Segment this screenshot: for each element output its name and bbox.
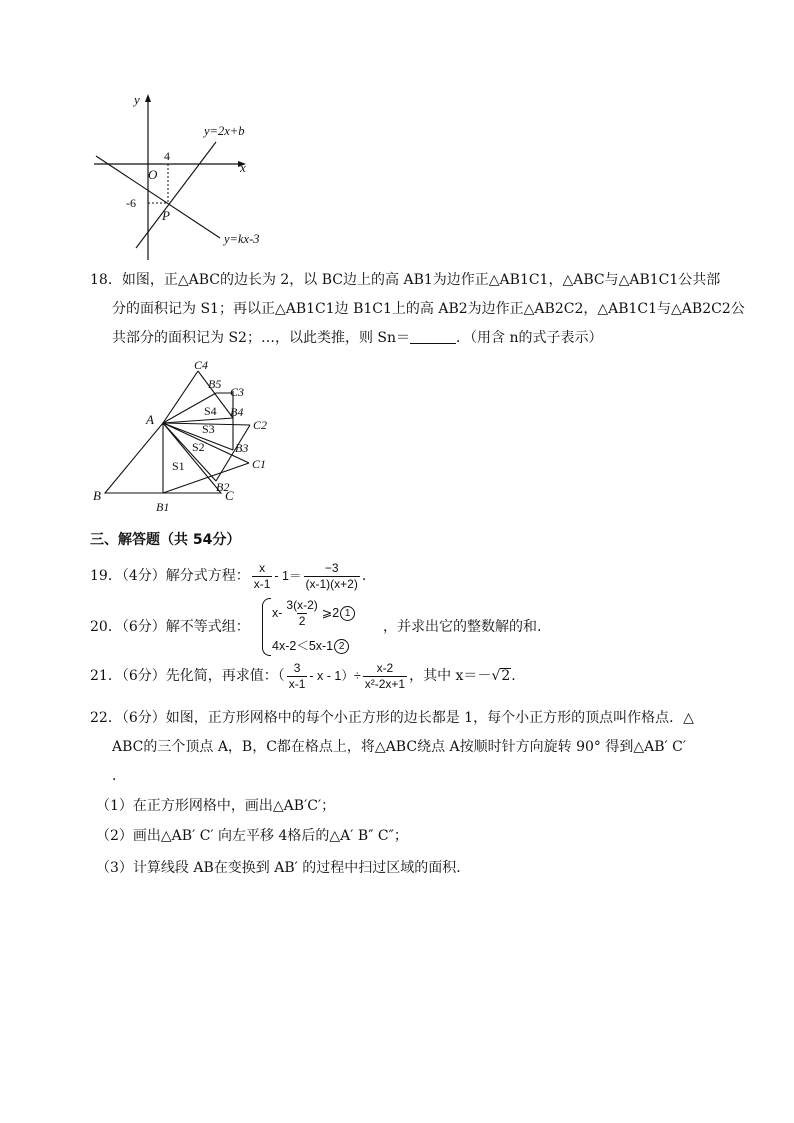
q21-f2-den: x²-2x+1: [364, 676, 406, 691]
coordinate-graph-figure: [88, 90, 288, 262]
q22-sub3: （3）计算线段 AB在变换到 AB′ 的过程中扫过区域的面积.: [96, 860, 461, 876]
axis-y-label: y: [134, 92, 140, 107]
label-c3: C3: [230, 385, 245, 399]
triangle-figure: [88, 358, 278, 518]
q21-mid: - x - 1）÷: [309, 669, 361, 683]
q20-ineq1-num: 3(x-2): [286, 598, 318, 612]
tick-neg6-label: -6: [126, 196, 136, 210]
q18-line3-a: 共部分的面积记为 S2；…，以此类推，则 Sn＝: [112, 330, 411, 346]
label-s3: S3: [202, 422, 215, 436]
q18-line3-b: ．（用含 n的式子表示）: [456, 330, 603, 346]
q20-brace: [262, 598, 271, 656]
label-c4: C4: [194, 358, 209, 372]
q21-suffix-b: .: [511, 668, 516, 684]
q19: [90, 556, 366, 596]
q19-f1-den: x-1: [253, 576, 271, 591]
q18-line2: 分的面积记为 S1；再以正△AB1C1边 B1C1上的高 AB2为边作正△AB2C2，△AB1C1与△AB2C2公: [112, 301, 745, 317]
segment-a-c4: [163, 371, 198, 423]
q18-line1: 18．如图，正△ABC的边长为 2，以 BC边上的高 AB1为边作正△AB1C1，△ABC与△AB1C1公共部: [90, 272, 721, 288]
q21-sqrt-sign: √: [491, 668, 501, 684]
point-p-label: P: [162, 208, 170, 223]
q20-suffix: ，并求出它的整数解的和.: [383, 619, 542, 635]
label-b2: B2: [216, 480, 230, 494]
q21-suffix-a: ，其中 x＝－: [409, 668, 492, 684]
q20-prefix: 20．（6分）解不等式组：: [90, 619, 250, 635]
q22-sub2: （2）画出△AB′ C′ 向左平移 4格后的△A′ B″ C″；: [96, 828, 408, 844]
q20-ineq1-b: ⩾2: [321, 605, 340, 620]
q19-fraction-1: [252, 561, 273, 592]
q19-mid: - 1＝: [274, 569, 302, 583]
label-s2: S2: [192, 440, 205, 454]
q18-line3: [112, 328, 602, 348]
q18-answer-blank[interactable]: [410, 329, 456, 344]
label-b1: B1: [156, 500, 170, 514]
q22-line3: ．: [112, 768, 126, 784]
q20-mark-1: 1: [340, 606, 355, 621]
label-b5: B5: [208, 377, 222, 391]
origin-label: O: [148, 167, 158, 182]
line-y-kx-3: [96, 156, 220, 238]
axis-x-label: x: [240, 160, 246, 175]
q20-inequality-1: [272, 598, 355, 629]
label-b4: B4: [230, 405, 244, 419]
label-b: B: [93, 488, 101, 503]
label-c2: C2: [253, 418, 268, 432]
q22-line2: ABC的三个顶点 A，B，C都在格点上，将△ABC绕点 A按顺时针方向旋转 90° 得到△AB′ C′: [112, 739, 687, 755]
section-title: 三、解答题（共 54分）: [90, 532, 241, 548]
q19-prefix: 19．（4分）解分式方程：: [90, 568, 250, 584]
q20-ineq1-den: 2: [298, 614, 306, 628]
q20-inequality-system: [262, 598, 382, 656]
q21-f2-num: x-2: [376, 660, 394, 675]
label-c: C: [225, 488, 234, 503]
q21-fraction-2: [363, 661, 407, 692]
label-a: A: [146, 412, 154, 427]
label-c1: C1: [252, 457, 267, 471]
q19-f2-den: (x-1)(x+2): [305, 576, 358, 591]
q21-f1-den: x-1: [288, 676, 306, 691]
label-s4: S4: [204, 404, 217, 418]
segment-a-b4: [163, 418, 233, 423]
y-axis-arrow: [145, 94, 151, 102]
q19-f1-num: x: [259, 560, 266, 575]
line2-label: y=kx-3: [224, 232, 260, 246]
q19-fraction-2: [304, 561, 360, 592]
q22-sub1: （1）在正方形网格中，画出△AB′C′；: [96, 798, 336, 814]
q19-end: .: [361, 568, 367, 584]
label-b3: B3: [235, 441, 249, 455]
q21-f1-num: 3: [293, 660, 301, 675]
q20-ineq1-fraction: [284, 598, 319, 629]
q21: [90, 656, 516, 696]
q20-inequality-2: [272, 636, 349, 654]
label-s1: S1: [172, 459, 185, 473]
q20-mark-2: 2: [334, 639, 349, 654]
q20-ineq2: 4x-2＜5x-1: [272, 639, 334, 653]
q21-sqrt-value: 2: [501, 668, 511, 684]
q22-line1: 22．（6分）如图，正方形网格中的每个小正方形的边长都是 1，每个小正方形的顶点叫作格点．△: [90, 710, 694, 726]
q19-f2-num: −3: [324, 560, 339, 575]
line1-label: y=2x+b: [204, 124, 245, 138]
tick-4-label: 4: [164, 149, 170, 163]
q21-fraction-1: [287, 661, 308, 692]
q20-ineq1-a: x-: [272, 605, 283, 620]
q21-prefix: 21．（6分）先化简，再求值：（: [90, 668, 285, 684]
